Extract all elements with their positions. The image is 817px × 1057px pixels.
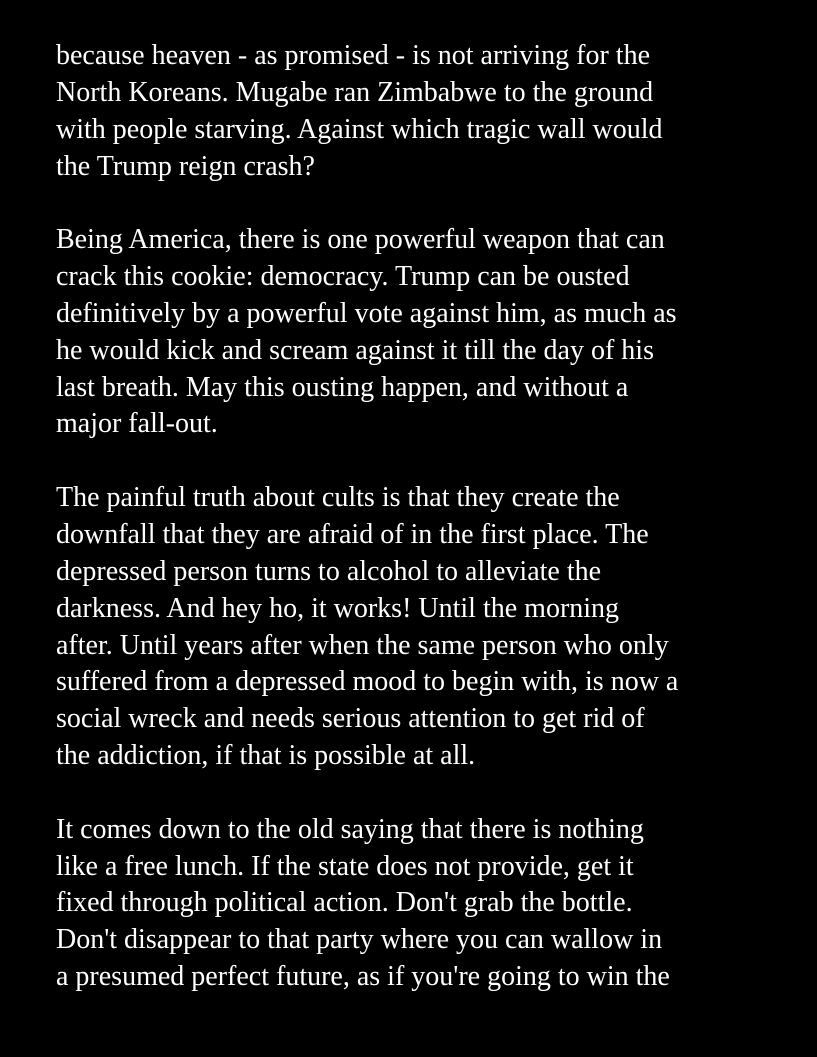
text-line: like a free lunch. If the state does not provide, get it xyxy=(56,850,634,882)
text-line: major fall-out. xyxy=(56,408,218,440)
text-line: darkness. And hey ho, it works! Until the morning xyxy=(56,592,620,624)
paragraph-1 xyxy=(56,38,796,185)
text-line: after. Until years after when the same person who only xyxy=(56,629,669,661)
document-body xyxy=(56,38,796,1033)
text-line: last breath. May this ousting happen, and without a xyxy=(56,371,629,403)
text-line: fixed through political action. Don't grab the bottle. xyxy=(56,887,633,919)
text-line: with people starving. Against which tragic wall would xyxy=(56,113,663,145)
text-line: Don't disappear to that party where you can wallow in xyxy=(56,924,663,956)
text-line: downfall that they are afraid of in the first place. The xyxy=(56,518,649,550)
text-line: because heaven - as promised - is not arriving for the xyxy=(56,40,651,71)
text-line: social wreck and needs serious attention to get rid of xyxy=(56,703,645,735)
paragraph-2 xyxy=(56,222,796,443)
text-line: depressed person turns to alcohol to alleviate the xyxy=(56,555,602,587)
text-line: crack this cookie: democracy. Trump can be ousted xyxy=(56,261,630,293)
text-line: The painful truth about cults is that they create the xyxy=(56,482,620,514)
paragraph-3 xyxy=(56,480,796,775)
text-line: definitively by a powerful vote against him, as much as xyxy=(56,297,677,329)
text-line: North Koreans. Mugabe ran Zimbabwe to the ground xyxy=(56,76,654,108)
text-line: the Trump reign crash? xyxy=(56,150,315,182)
text-line: he would kick and scream against it till the day of his xyxy=(56,334,654,366)
paragraph-4 xyxy=(56,812,796,996)
text-line: It comes down to the old saying that there is nothing xyxy=(56,813,644,845)
text-line: the addiction, if that is possible at all. xyxy=(56,740,476,772)
text-line: suffered from a depressed mood to begin with, is now a xyxy=(56,666,679,698)
text-line: a presumed perfect future, as if you're going to win the xyxy=(56,961,670,993)
text-line: Being America, there is one powerful weapon that can xyxy=(56,224,665,256)
